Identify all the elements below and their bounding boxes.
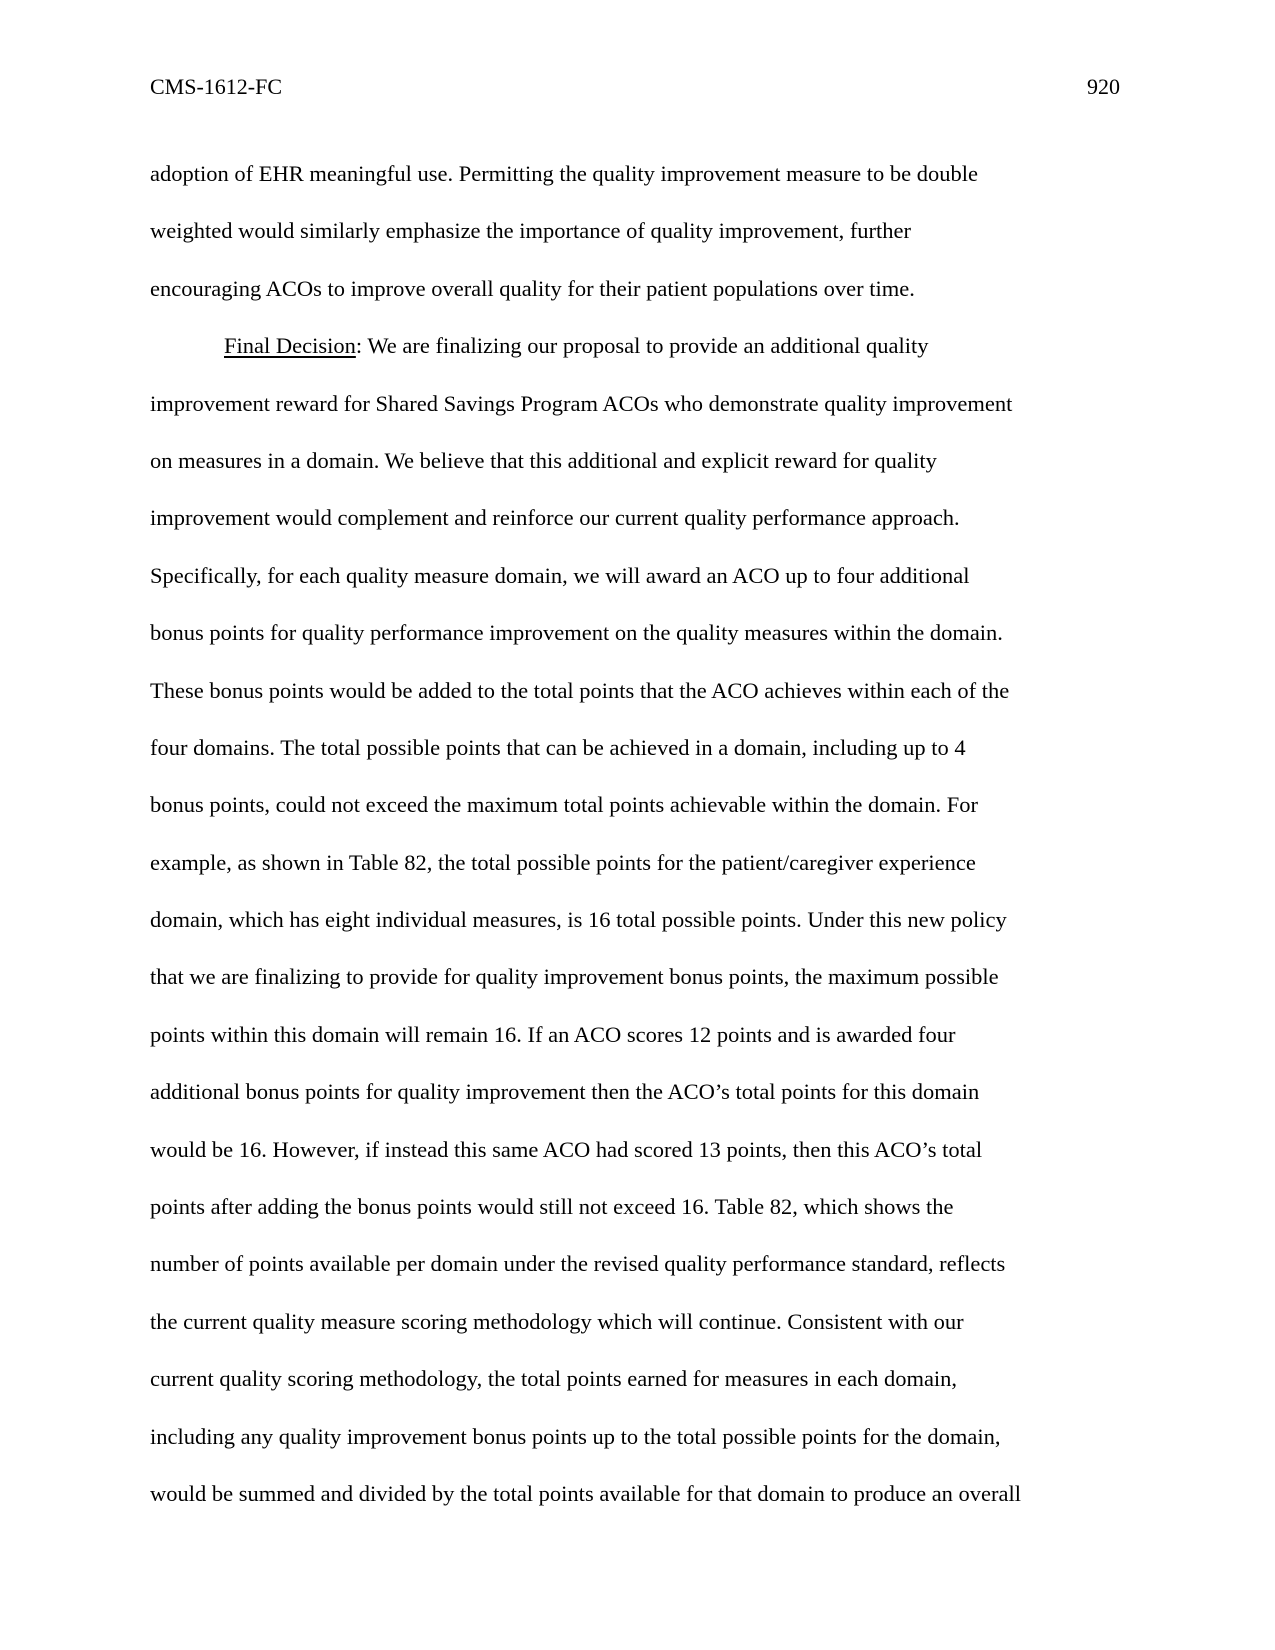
page-header (150, 72, 1120, 102)
text-line: four domains. The total possible points that can be achieved in a domain, including up to 4 (150, 734, 966, 760)
page-number: 920 (1087, 74, 1120, 99)
text-line: points after adding the bonus points would still not exceed 16. Table 82, which shows the (150, 1194, 954, 1220)
text-line: improvement reward for Shared Savings Program ACOs who demonstrate quality improvement (150, 390, 1013, 416)
text-line: bonus points for quality performance improvement on the quality measures within the domain. (150, 620, 1003, 646)
text-line: : We are finalizing our proposal to provide an additional quality (355, 333, 929, 359)
text-line: example, as shown in Table 82, the total possible points for the patient/caregiver experience (150, 849, 976, 875)
text-line: would be 16. However, if instead this same ACO had scored 13 points, then this ACO’s total (150, 1136, 983, 1162)
text-line: adoption of EHR meaningful use. Permitting the quality improvement measure to be double (150, 161, 978, 186)
text-line: These bonus points would be added to the total points that the ACO achieves within each of the (150, 677, 1010, 703)
final-decision-heading: Final Decision (224, 333, 356, 359)
text-line: bonus points, could not exceed the maximum total points achievable within the domain. For (150, 792, 978, 818)
text-line: on measures in a domain. We believe that this additional and explicit reward for quality (150, 447, 937, 473)
text-line: the current quality measure scoring methodology which will continue. Consistent with our (150, 1308, 964, 1334)
text-line: weighted would similarly emphasize the importance of quality improvement, further (150, 218, 912, 244)
text-line: additional bonus points for quality improvement then the ACO’s total points for this domain (150, 1079, 980, 1105)
text-line: Specifically, for each quality measure domain, we will award an ACO up to four additional (150, 562, 970, 588)
text-line: encouraging ACOs to improve overall quality for their patient populations over time. (150, 275, 915, 301)
body-text (150, 145, 1130, 1522)
text-line: improvement would complement and reinforce our current quality performance approach. (150, 505, 960, 531)
text-line: including any quality improvement bonus points up to the total possible points for the domain, (150, 1423, 1001, 1449)
text-line: would be summed and divided by the total points available for that domain to produce an overall (150, 1480, 1022, 1506)
document-id: CMS-1612-FC (150, 74, 283, 99)
text-line: current quality scoring methodology, the total points earned for measures in each domain, (150, 1366, 958, 1392)
text-line: number of points available per domain under the revised quality performance standard, reflects (150, 1251, 1006, 1277)
text-line: that we are finalizing to provide for quality improvement bonus points, the maximum possible (150, 964, 999, 990)
final-decision-paragraph-start (150, 317, 1130, 374)
text-line: points within this domain will remain 16. If an ACO scores 12 points and is awarded four (150, 1021, 956, 1047)
text-line: domain, which has eight individual measures, is 16 total possible points. Under this new policy (150, 907, 1007, 933)
